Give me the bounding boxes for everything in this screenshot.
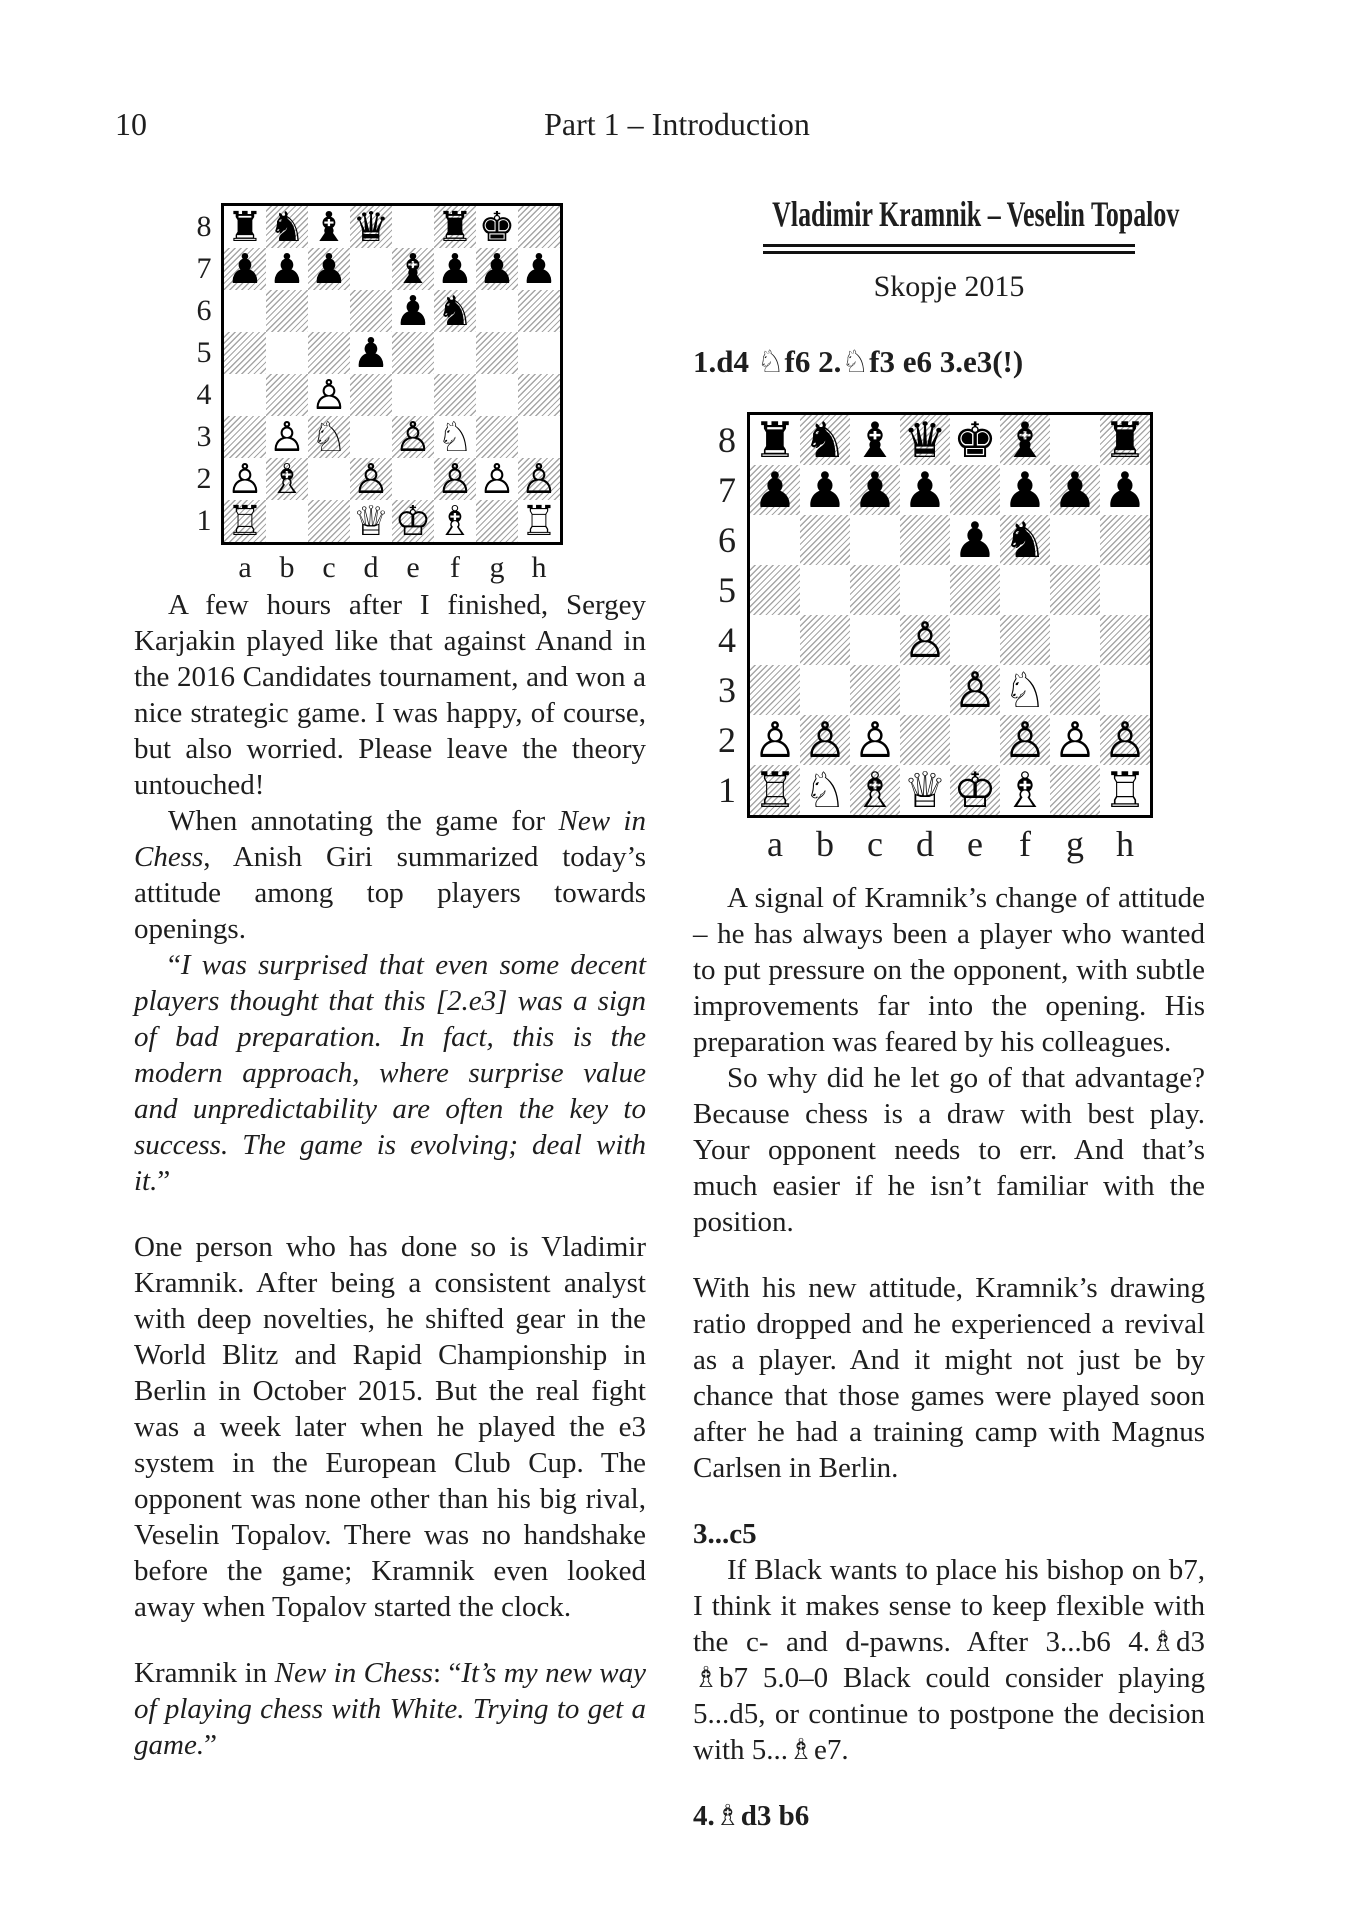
- text-segment: A few hours after I finished, Sergey Karjakin played like that against Anand in the 2016 Candidates tournament, and won a nice strategic game. I was happy, of course, but also worried. Please leave the theory untouched!: [134, 589, 646, 801]
- board-square: [224, 206, 266, 248]
- coordinate-label: 4: [718, 620, 736, 660]
- board-square: [850, 465, 900, 515]
- board-square: [266, 458, 308, 500]
- paragraph: [134, 803, 646, 947]
- text-segment: So why did he let go of that advantage? Because chess is a draw with best play. Your opponent needs to err. And that’s much easier if he isn’t familiar with the position.: [693, 1062, 1205, 1238]
- file-labels: [224, 549, 646, 587]
- white-piece-icon: ♖: [753, 765, 797, 815]
- board-square: [392, 416, 434, 458]
- black-piece-icon: ♟: [394, 290, 432, 332]
- board-square: [800, 665, 850, 715]
- black-piece-icon: ♟: [478, 248, 516, 290]
- board-square: [1000, 715, 1050, 765]
- board-square: [950, 415, 1000, 465]
- board-square: [476, 416, 518, 458]
- board-square: [900, 415, 950, 465]
- board-square: [350, 248, 392, 290]
- white-piece-icon: ♙: [803, 715, 847, 765]
- white-piece-icon: ♕: [352, 500, 390, 542]
- board-square: [266, 206, 308, 248]
- rank-labels: [707, 412, 747, 818]
- coordinate-label: e: [406, 551, 420, 584]
- board-square: [308, 374, 350, 416]
- black-piece-icon: ♟: [903, 465, 947, 515]
- board-square: [1100, 665, 1150, 715]
- black-piece-icon: ♜: [436, 206, 474, 248]
- board-square: [476, 374, 518, 416]
- black-piece-icon: ♝: [394, 248, 432, 290]
- board-square: [224, 248, 266, 290]
- coordinate-label: 6: [196, 294, 212, 327]
- game-venue: Skopje 2015: [873, 270, 1025, 303]
- coordinate-label: 8: [196, 210, 212, 243]
- move-heading: 4.♗d3 b6: [693, 1800, 810, 1832]
- coordinate-label: 5: [196, 336, 212, 369]
- board-square: [950, 715, 1000, 765]
- rank-labels: [187, 203, 221, 545]
- diagram-grid: [707, 412, 1205, 818]
- text-segment: If Black wants to place his bishop on b7, I think it makes sense to keep flexible with the c- and d-pawns. After 3...b6 4.♗d3 ♗b7 5.0–0 Black could consider playing 5...d5, or continue to postpone the decision with 5...♗e7.: [693, 1554, 1205, 1766]
- board-square: [308, 290, 350, 332]
- board-square: [308, 500, 350, 542]
- double-rule-divider: [763, 244, 1135, 254]
- white-piece-icon: ♙: [436, 458, 474, 500]
- black-piece-icon: ♞: [268, 206, 306, 248]
- white-piece-icon: ♙: [352, 458, 390, 500]
- text-segment: When annotating the game for: [168, 805, 559, 837]
- coordinate-label: g: [1066, 824, 1084, 864]
- game-title-wrap: [693, 194, 1205, 234]
- board-square: [800, 565, 850, 615]
- board-square: [224, 374, 266, 416]
- board-square: [434, 206, 476, 248]
- board-square: [350, 458, 392, 500]
- coordinate-label: c: [867, 824, 883, 864]
- board-square: [350, 500, 392, 542]
- black-piece-icon: ♝: [853, 415, 897, 465]
- board-square: [950, 515, 1000, 565]
- board-square: [266, 332, 308, 374]
- coordinate-label: 6: [718, 520, 736, 560]
- board-square: [476, 458, 518, 500]
- text-segment: New in Chess: [274, 1657, 433, 1689]
- text-segment: A signal of Kramnik’s change of attitude – he has always been a player who wanted to put pressure on the opponent, with subtle improvements far into the opening. His preparation was feared by his colleagues.: [693, 882, 1205, 1058]
- black-piece-icon: ♟: [268, 248, 306, 290]
- board-square: [350, 290, 392, 332]
- white-piece-icon: ♙: [753, 715, 797, 765]
- board-square: [1100, 515, 1150, 565]
- board-square: [900, 565, 950, 615]
- board-square: [950, 665, 1000, 715]
- coordinate-label: b: [279, 551, 295, 584]
- white-piece-icon: ♙: [953, 665, 997, 715]
- black-piece-icon: ♜: [753, 415, 797, 465]
- board-square: [224, 290, 266, 332]
- black-piece-icon: ♜: [226, 206, 264, 248]
- board-square: [800, 465, 850, 515]
- black-piece-icon: ♞: [436, 290, 474, 332]
- text-segment: : “: [432, 1657, 462, 1689]
- chess-diagram-right: [707, 412, 1205, 866]
- coordinate-label: f: [450, 551, 460, 584]
- board-square: [518, 500, 560, 542]
- white-piece-icon: ♙: [310, 374, 348, 416]
- board-square: [1000, 765, 1050, 815]
- board-square: [850, 765, 900, 815]
- board-square: [518, 206, 560, 248]
- black-piece-icon: ♟: [226, 248, 264, 290]
- white-piece-icon: ♙: [394, 416, 432, 458]
- board-square: [1100, 415, 1150, 465]
- coordinate-label: 3: [718, 670, 736, 710]
- board-square: [1050, 765, 1100, 815]
- board-square: [750, 465, 800, 515]
- move-heading: 3...c5: [693, 1518, 757, 1550]
- text-segment: One person who has done so is Vladimir Kramnik. After being a consistent analyst with deep novelties, he shifted gear in the World Blitz and Rapid Championship in Berlin in October 2015. But the real fight was a week later when he played the e3 system in the European Club Cup. The opponent was none other than his big rival, Veselin Topalov. There was no handshake before the game; Kramnik even looked away when Topalov started the clock.: [134, 1231, 646, 1623]
- black-piece-icon: ♟: [803, 465, 847, 515]
- black-piece-icon: ♟: [352, 332, 390, 374]
- text-segment: , Anish Giri summarized today’s attitude among top players towards openings.: [134, 841, 646, 945]
- board-square: [850, 615, 900, 665]
- board-square: [1050, 565, 1100, 615]
- board-square: [1050, 415, 1100, 465]
- running-head: [0, 106, 1354, 148]
- white-piece-icon: ♙: [478, 458, 516, 500]
- board-square: [1000, 565, 1050, 615]
- white-piece-icon: ♘: [310, 416, 348, 458]
- board-square: [900, 765, 950, 815]
- board-square: [850, 665, 900, 715]
- board-square: [1050, 715, 1100, 765]
- white-piece-icon: ♗: [1003, 765, 1047, 815]
- board-square: [350, 374, 392, 416]
- white-piece-icon: ♔: [394, 500, 432, 542]
- black-piece-icon: ♟: [853, 465, 897, 515]
- coordinate-label: 2: [718, 720, 736, 760]
- board-square: [392, 458, 434, 500]
- board-square: [476, 332, 518, 374]
- board-square: [392, 290, 434, 332]
- board-square: [434, 332, 476, 374]
- black-piece-icon: ♟: [953, 515, 997, 565]
- board-square: [434, 374, 476, 416]
- coordinate-label: b: [816, 824, 834, 864]
- white-piece-icon: ♘: [436, 416, 474, 458]
- board-square: [1100, 715, 1150, 765]
- paragraph: [134, 1655, 646, 1763]
- paragraph: [134, 1229, 646, 1625]
- text-segment: ”: [157, 1165, 171, 1197]
- board-square: [950, 765, 1000, 815]
- board-square: [900, 515, 950, 565]
- board-square: [518, 332, 560, 374]
- text-segment: ”: [204, 1729, 217, 1761]
- board-square: [392, 248, 434, 290]
- board-square: [750, 515, 800, 565]
- coordinate-label: 1: [196, 504, 212, 537]
- board-square: [850, 415, 900, 465]
- text-segment: With his new attitude, Kramnik’s drawing ratio dropped and he experienced a revival as a player. And it might not just be by chance that those games were played soon after he had a training camp with Magnus Carlsen in Berlin.: [693, 1272, 1205, 1484]
- board-square: [266, 416, 308, 458]
- board-square: [850, 515, 900, 565]
- board-square: [266, 248, 308, 290]
- black-piece-icon: ♚: [478, 206, 516, 248]
- black-piece-icon: ♟: [520, 248, 558, 290]
- text-segment: It’s my new way of playing chess with White. Trying to get a game.: [134, 1657, 646, 1761]
- white-piece-icon: ♔: [953, 765, 997, 815]
- board-square: [1000, 465, 1050, 515]
- diagram-grid: [187, 203, 646, 545]
- board-square: [308, 206, 350, 248]
- board-square: [750, 665, 800, 715]
- board-square: [518, 248, 560, 290]
- chess-board-right: [747, 412, 1153, 818]
- black-piece-icon: ♟: [310, 248, 348, 290]
- text-segment: “: [168, 949, 181, 981]
- chess-diagram-left: [187, 203, 646, 587]
- board-square: [434, 248, 476, 290]
- page-header-title: Part 1 – Introduction: [544, 106, 810, 142]
- board-square: [750, 715, 800, 765]
- coordinate-label: 7: [196, 252, 212, 285]
- board-square: [392, 500, 434, 542]
- board-square: [350, 332, 392, 374]
- page-number: 10: [115, 106, 147, 142]
- coordinate-label: a: [767, 824, 783, 864]
- board-square: [434, 458, 476, 500]
- white-piece-icon: ♙: [268, 416, 306, 458]
- board-square: [224, 500, 266, 542]
- board-square: [308, 248, 350, 290]
- board-square: [900, 715, 950, 765]
- white-piece-icon: ♙: [853, 715, 897, 765]
- black-piece-icon: ♝: [310, 206, 348, 248]
- board-square: [350, 206, 392, 248]
- board-square: [900, 615, 950, 665]
- board-square: [850, 565, 900, 615]
- coordinate-label: 4: [196, 378, 212, 411]
- text-segment: Kramnik in: [134, 1657, 275, 1689]
- black-piece-icon: ♞: [803, 415, 847, 465]
- coordinate-label: 5: [718, 570, 736, 610]
- white-piece-icon: ♗: [268, 458, 306, 500]
- board-square: [1050, 465, 1100, 515]
- coordinate-label: 2: [196, 462, 212, 495]
- coordinate-label: f: [1019, 824, 1031, 864]
- board-square: [900, 665, 950, 715]
- text-segment: New in Chess: [134, 805, 646, 873]
- board-square: [266, 500, 308, 542]
- board-square: [750, 765, 800, 815]
- board-square: [224, 332, 266, 374]
- coordinate-label: a: [238, 551, 252, 584]
- white-piece-icon: ♖: [226, 500, 264, 542]
- board-square: [392, 206, 434, 248]
- board-square: [750, 565, 800, 615]
- board-square: [1100, 465, 1150, 515]
- black-piece-icon: ♟: [1053, 465, 1097, 515]
- board-square: [518, 290, 560, 332]
- board-square: [518, 374, 560, 416]
- board-square: [800, 415, 850, 465]
- board-square: [1050, 515, 1100, 565]
- white-piece-icon: ♖: [1103, 765, 1147, 815]
- left-column: [134, 203, 646, 1763]
- chess-board-left: [221, 203, 563, 545]
- paragraph-quote: [134, 947, 646, 1199]
- board-square: [518, 416, 560, 458]
- black-piece-icon: ♛: [903, 415, 947, 465]
- board-square: [476, 248, 518, 290]
- white-piece-icon: ♙: [226, 458, 264, 500]
- board-square: [224, 416, 266, 458]
- board-square: [800, 515, 850, 565]
- board-square: [308, 332, 350, 374]
- white-piece-icon: ♕: [903, 765, 947, 815]
- black-piece-icon: ♜: [1103, 415, 1147, 465]
- board-square: [476, 290, 518, 332]
- black-piece-icon: ♛: [352, 206, 390, 248]
- board-square: [266, 374, 308, 416]
- board-square: [476, 206, 518, 248]
- black-piece-icon: ♟: [753, 465, 797, 515]
- paragraph: [693, 1552, 1205, 1768]
- white-piece-icon: ♙: [1053, 715, 1097, 765]
- board-square: [800, 615, 850, 665]
- board-square: [350, 416, 392, 458]
- board-square: [308, 458, 350, 500]
- board-square: [950, 615, 1000, 665]
- moves-line: 1.d4 ♘f6 2.♘f3 e6 3.e3(!): [693, 344, 1024, 379]
- white-piece-icon: ♘: [803, 765, 847, 815]
- coordinate-label: 3: [196, 420, 212, 453]
- coordinate-label: d: [916, 824, 934, 864]
- board-square: [950, 565, 1000, 615]
- black-piece-icon: ♟: [1003, 465, 1047, 515]
- board-square: [1050, 665, 1100, 715]
- black-piece-icon: ♝: [1003, 415, 1047, 465]
- coordinate-label: d: [363, 551, 379, 584]
- black-piece-icon: ♟: [436, 248, 474, 290]
- board-square: [434, 290, 476, 332]
- white-piece-icon: ♙: [1103, 715, 1147, 765]
- board-square: [392, 332, 434, 374]
- board-square: [266, 290, 308, 332]
- board-square: [750, 415, 800, 465]
- board-square: [800, 715, 850, 765]
- black-piece-icon: ♟: [1103, 465, 1147, 515]
- board-square: [434, 416, 476, 458]
- board-square: [1000, 615, 1050, 665]
- board-square: [1000, 665, 1050, 715]
- board-square: [1050, 615, 1100, 665]
- coordinate-label: 1: [718, 770, 736, 810]
- black-piece-icon: ♚: [953, 415, 997, 465]
- white-piece-icon: ♖: [520, 500, 558, 542]
- board-square: [800, 765, 850, 815]
- coordinate-label: c: [322, 551, 336, 584]
- paragraph: [134, 587, 646, 803]
- board-square: [476, 500, 518, 542]
- file-labels: [750, 822, 1205, 866]
- white-piece-icon: ♙: [1003, 715, 1047, 765]
- white-piece-icon: ♗: [436, 500, 474, 542]
- board-square: [224, 458, 266, 500]
- board-square: [518, 458, 560, 500]
- board-square: [434, 500, 476, 542]
- board-square: [750, 615, 800, 665]
- board-square: [950, 465, 1000, 515]
- board-square: [1100, 615, 1150, 665]
- board-square: [1100, 765, 1150, 815]
- coordinate-label: h: [531, 551, 547, 584]
- board-square: [1000, 415, 1050, 465]
- white-piece-icon: ♗: [853, 765, 897, 815]
- board-square: [850, 715, 900, 765]
- coordinate-label: 7: [718, 470, 736, 510]
- white-piece-icon: ♙: [520, 458, 558, 500]
- right-column: [693, 194, 1205, 1834]
- board-square: [900, 465, 950, 515]
- coordinate-label: h: [1116, 824, 1134, 864]
- game-title: Vladimir Kramnik – Veselin Topalov: [772, 194, 1180, 234]
- board-square: [1100, 565, 1150, 615]
- coordinate-label: 8: [718, 420, 736, 460]
- paragraph: [693, 1060, 1205, 1240]
- board-square: [1000, 515, 1050, 565]
- coordinate-label: e: [967, 824, 983, 864]
- board-square: [308, 416, 350, 458]
- black-piece-icon: ♞: [1003, 515, 1047, 565]
- coordinate-label: g: [489, 551, 505, 584]
- white-piece-icon: ♙: [903, 615, 947, 665]
- board-square: [392, 374, 434, 416]
- paragraph: [693, 1270, 1205, 1486]
- white-piece-icon: ♘: [1003, 665, 1047, 715]
- text-segment: I was surprised that even some decent players thought that this [2.e3] was a sign of bad preparation. In fact, this is the modern approach, where surprise value and unpredictability are often the key to success. The game is evolving; deal with it.: [134, 949, 646, 1197]
- paragraph: [693, 880, 1205, 1060]
